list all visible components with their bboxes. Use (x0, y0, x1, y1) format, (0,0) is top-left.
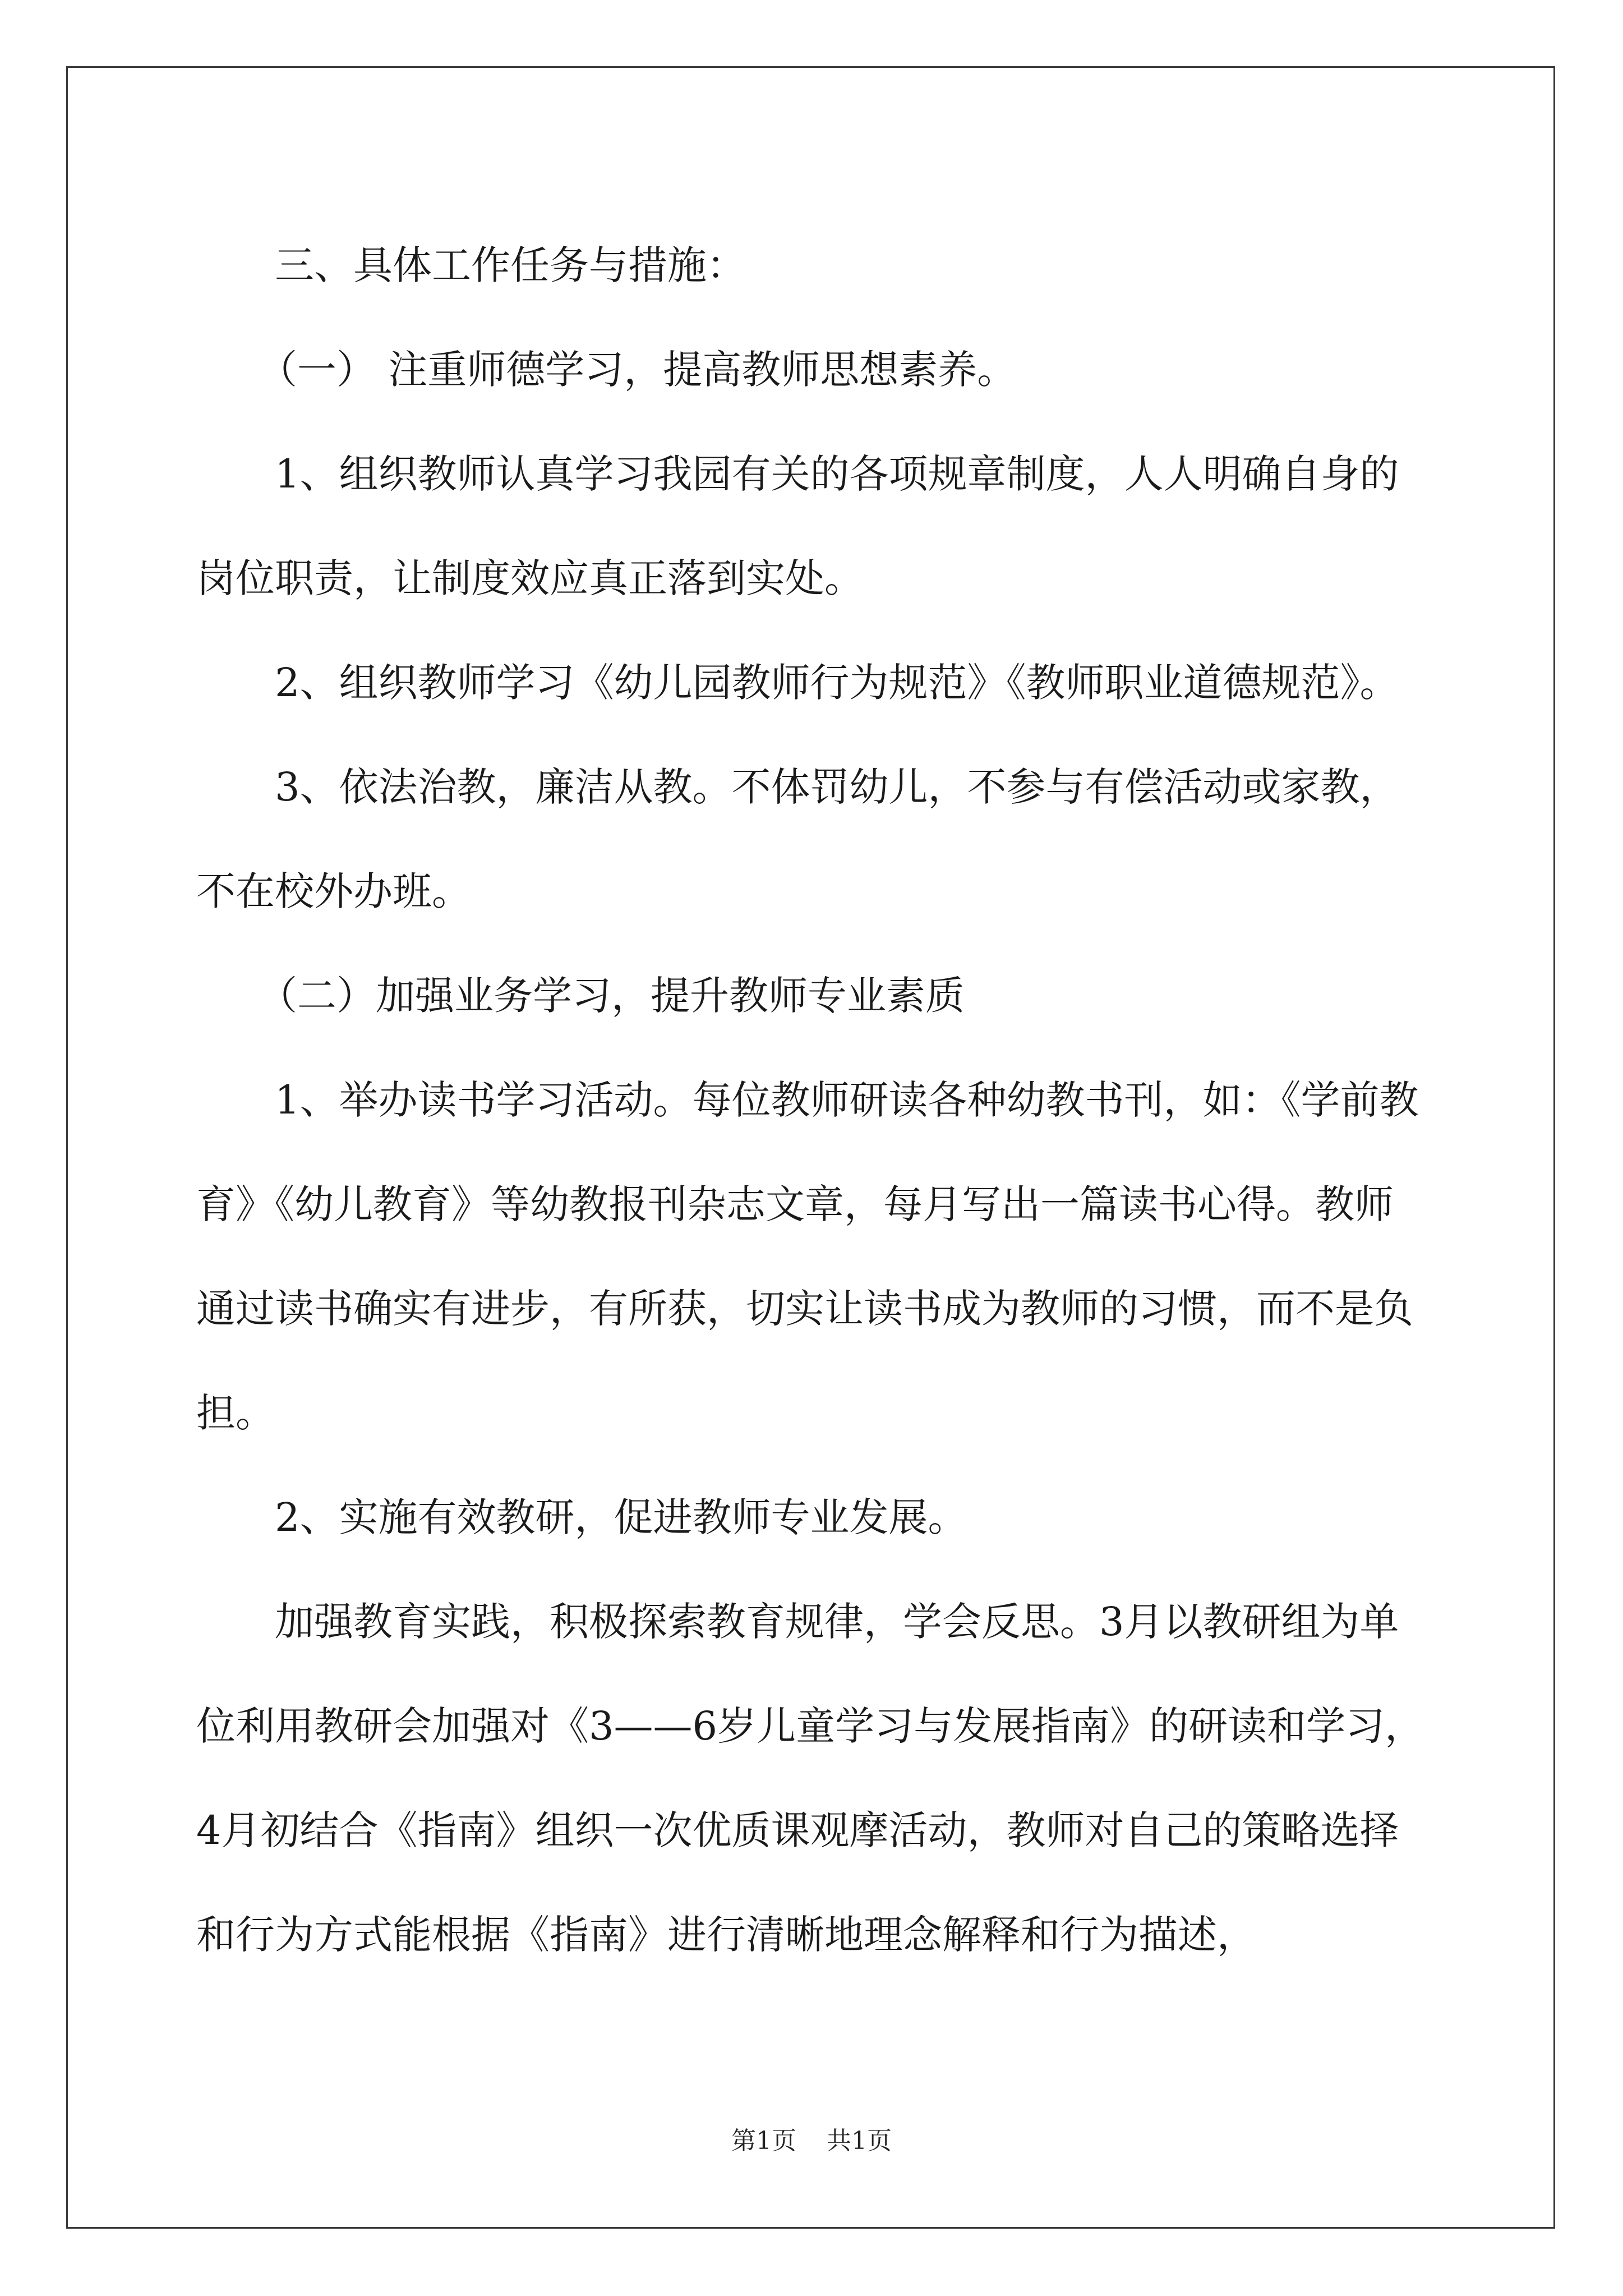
paragraph-item-2: 2、组织教师学习《幼儿园教师行为规范》《教师职业道德规范》。 (275, 660, 1399, 706)
paragraph-reading: 1、举办读书学习活动。每位教师研读各种幼教书刊，如：《学前教育》《幼儿教育》等幼教报刊杂志文章，每月写出一篇读书心得。教师通过读书确实有进步，有所获，切实让读书成为教师的习惯，而不是负担。 (196, 1077, 1419, 1436)
paragraph-item-1: 1、组织教师认真学习我园有关的各项规章制度，人人明确自身的岗位职责，让制度效应真正落到实处。 (196, 451, 1399, 601)
page-footer (0, 2120, 1623, 2156)
page-total: 共1页 (827, 2127, 892, 2155)
subsection-heading-2: （二）加强业务学习，提升教师专业素质 (258, 973, 965, 1019)
document-body (196, 213, 1424, 1987)
subsection-heading-1: （一） 注重师德学习，提高教师思想素养。 (258, 347, 1017, 393)
page-number: 第1页 (731, 2127, 796, 2155)
section-heading: 三、具体工作任务与措施： (275, 242, 746, 288)
paragraph-research: 2、实施有效教研，促进教师专业发展。 (275, 1494, 967, 1540)
paragraph-practice: 加强教育实践，积极探索教育规律，学会反思。3月以教研组为单位利用教研会加强对《3——6岁儿童学习与发展指南》的研读和学习，4月初结合《指南》组织一次优质课观摩活动，教师对自己的策略选择和行为方式能根据《指南》进行清晰地理念解释和行为描述， (196, 1599, 1424, 1958)
paragraph-item-3: 3、依法治教，廉洁从教。不体罚幼儿，不参与有偿活动或家教，不在校外办班。 (196, 764, 1399, 914)
